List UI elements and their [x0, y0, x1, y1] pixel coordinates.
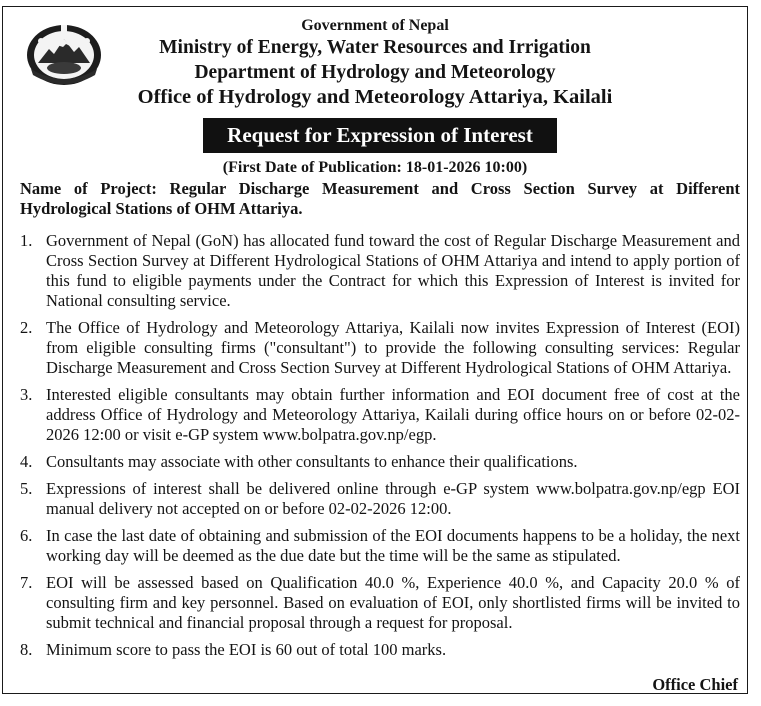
- item-text: Consultants may associate with other consultants to enhance their qualifications.: [46, 452, 578, 471]
- list-item: [20, 526, 740, 566]
- government-heading: Government of Nepal: [301, 17, 449, 34]
- item-number: 7.: [20, 573, 33, 592]
- publication-date: (First Date of Publication: 18-01-2026 10:00): [222, 159, 528, 176]
- item-text: The Office of Hydrology and Meteorology Attariya, Kailali now invites Expression of Interest (EOI) from eligible consulting firms ("consultant") to provide the following consulting services: Regular Discharge Measurement and Cross Section Survey at Different Hydrological Stations of OHM Attariya.: [46, 318, 740, 377]
- item-text: Expressions of interest shall be delivered online through e-GP system www.bolpatra.gov.np/egp EOI manual delivery not accepted on or before 02-02-2026 12:00.: [46, 479, 740, 518]
- item-number: 6.: [20, 526, 33, 545]
- item-number: 3.: [20, 385, 33, 404]
- item-text: In case the last date of obtaining and submission of the EOI documents happens to be a holiday, the next working day will be deemed as the due date but the time will be the same as stipulated.: [46, 526, 740, 565]
- item-number: 1.: [20, 231, 33, 250]
- list-item: [20, 479, 740, 519]
- notice-frame: [2, 6, 748, 694]
- project-name: Name of Project: Regular Discharge Measurement and Cross Section Survey at Different Hydrological Stations of OHM Attariya.: [20, 179, 740, 218]
- list-item: [20, 640, 740, 660]
- list-item: [20, 573, 740, 633]
- list-item: [20, 318, 740, 378]
- item-text: EOI will be assessed based on Qualification 40.0 %, Experience 40.0 %, and Capacity 20.0 % of consulting firm and key personnel. Based on evaluation of EOI, only shortlisted firms will be invited to submit technical and financial proposal through a request for proposal.: [46, 573, 740, 632]
- notice-items-list: [20, 231, 740, 660]
- item-number: 4.: [20, 452, 33, 471]
- notice-title-banner: Request for Expression of Interest: [203, 118, 557, 153]
- item-text: Interested eligible consultants may obtain further information and EOI document free of cost at the address Office of Hydrology and Meteorology Attariya, Kailali during office hours on or before 02-02-2026 12:00 or visit e-GP system www.bolpatra.gov.np/egp.: [46, 385, 740, 444]
- item-text: Minimum score to pass the EOI is 60 out of total 100 marks.: [46, 640, 447, 659]
- office-heading: Office of Hydrology and Meteorology Attariya, Kailali: [137, 86, 613, 108]
- item-text: Government of Nepal (GoN) has allocated fund toward the cost of Regular Discharge Measurement and Cross Section Survey at Different Hydrological Stations of OHM Attariya and intend to apply portion of this fund to eligible payments under the Contract for which this Expression of Interest is invited for National consulting service.: [46, 231, 740, 310]
- ministry-heading: Ministry of Energy, Water Resources and Irrigation: [159, 37, 591, 58]
- item-number: 2.: [20, 318, 33, 337]
- list-item: [20, 452, 740, 472]
- department-heading: Department of Hydrology and Meteorology: [194, 62, 556, 83]
- item-number: 8.: [20, 640, 33, 659]
- signer-title: Office Chief: [652, 675, 738, 694]
- item-number: 5.: [20, 479, 33, 498]
- list-item: [20, 231, 740, 311]
- list-item: [20, 385, 740, 445]
